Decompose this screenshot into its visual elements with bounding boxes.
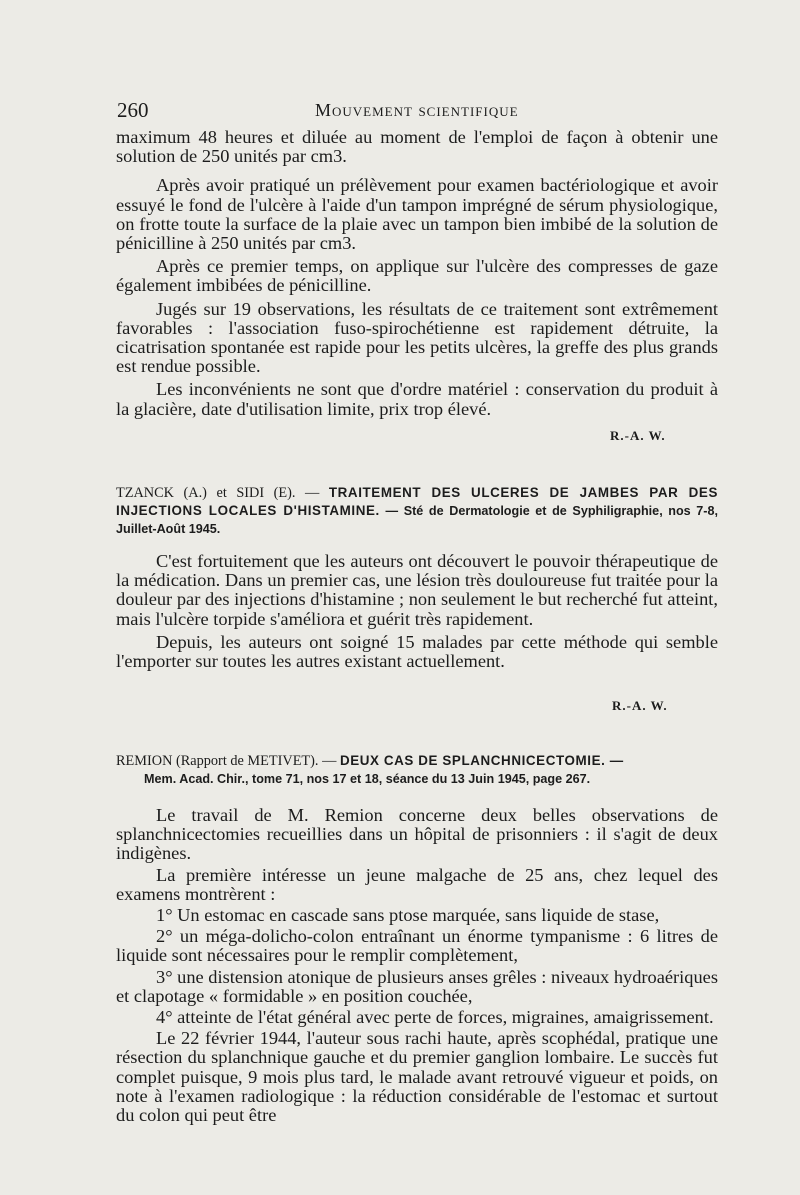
list-item: 2° un méga-dolicho-colon entraînant un énorme tympanisme : 6 litres de liquide sont nécessaires pour le remplir complètement, <box>116 926 718 966</box>
reference-title: TRAITEMENT DES ULCERES DE JAMBES PAR DES INJECTIONS LOCALES D'HISTAMINE. <box>116 485 718 518</box>
running-title: Mouvement scientifique <box>315 100 519 120</box>
signature: R.-A. W. <box>612 698 668 713</box>
paragraph: Les inconvénients ne sont que d'ordre matériel : conservation du produit à la glacière, date d'utilisation limite, prix trop élevé. <box>116 379 718 419</box>
paragraph: maximum 48 heures et diluée au moment de l'emploi de façon à obtenir une solution de 250 unités par cm3. <box>116 127 718 167</box>
paragraph: La première intéresse un jeune malgache de 25 ans, chez lequel des examens montrèrent : <box>116 864 718 904</box>
article-2-reference <box>116 484 718 538</box>
article-1-body <box>116 128 718 419</box>
paragraph: Le 22 février 1944, l'auteur sous rachi haute, après scophédal, pratique une résection du splanchnique gauche et du premier ganglion lombaire. Le succès fut complet puisque, 9 mois plus tard, le malade avant retrouvé vigueur et poids, on note à l'examen radiologique : la réduction considérable de l'estomac et surtout du colon qui peut être <box>116 1028 718 1126</box>
page-number: 260 <box>117 98 149 122</box>
list-item: 4° atteinte de l'état général avec perte de forces, migraines, amaigrissement. <box>156 1007 714 1028</box>
paragraph: C'est fortuitement que les auteurs ont découvert le pouvoir thérapeutique de la médication. Dans un premier cas, une lésion très douloureuse fut traitée pour la douleur par des injections d'histamine ; non seulement le but recherché fut atteint, mais l'ulcère torpide s'améliora et guérit très rapidement. <box>116 551 718 629</box>
signature: R.-A. W. <box>610 428 666 443</box>
reference-source: — Sté de Dermatologie et de Syphiligraphie, nos 7-8, Juillet-Août 1945. <box>116 504 718 536</box>
paragraph: Le travail de M. Remion concerne deux belles observations de splanchnicectomies recueillies dans un hôpital de prisonniers : il s'agit de deux indigènes. <box>116 805 718 864</box>
reference-title: DEUX CAS DE SPLANCHNICECTOMIE. — <box>339 753 624 768</box>
article-3-body <box>116 806 718 1125</box>
article-2-body <box>116 552 718 671</box>
reference-source: Mem. Acad. Chir., tome 71, nos 17 et 18, séance du 13 Juin 1945, page 267. <box>144 772 591 786</box>
paragraph: Après ce premier temps, on applique sur l'ulcère des compresses de gaze également imbibées de pénicilline. <box>116 256 718 296</box>
list-item: 3° une distension atonique de plusieurs anses grêles : niveaux hydroaériques et clapotage « formidable » en position couchée, <box>116 966 719 1006</box>
reference-authors: TZANCK (A.) et SIDI (E). — <box>116 485 320 501</box>
article-3-reference <box>116 752 718 788</box>
paragraph: Jugés sur 19 observations, les résultats de ce traitement sont extrêmement favorables : l'association fuso-spirochétienne est rapidement détruite, la cicatrisation spontanée est rapide pour les petits ulcères, la greffe des plus grands est rendue possible. <box>116 298 718 377</box>
list-item: 1° Un estomac en cascade sans ptose marquée, sans liquide de stase, <box>156 905 660 926</box>
paragraph: Depuis, les auteurs ont soigné 15 malades par cette méthode qui semble l'emporter sur toutes les autres existant actuellement. <box>116 631 718 672</box>
paragraph: Après avoir pratiqué un prélèvement pour examen bactériologique et avoir essuyé le fond de l'ulcère à l'aide d'un tampon imprégné de sérum physiologique, on frotte toute la surface de la plaie avec un tampon bien imbibé de la solution de pénicilline à 250 unités par cm3. <box>116 175 718 254</box>
reference-authors: REMION (Rapport de METIVET). — <box>116 753 337 769</box>
page-header <box>117 98 717 122</box>
